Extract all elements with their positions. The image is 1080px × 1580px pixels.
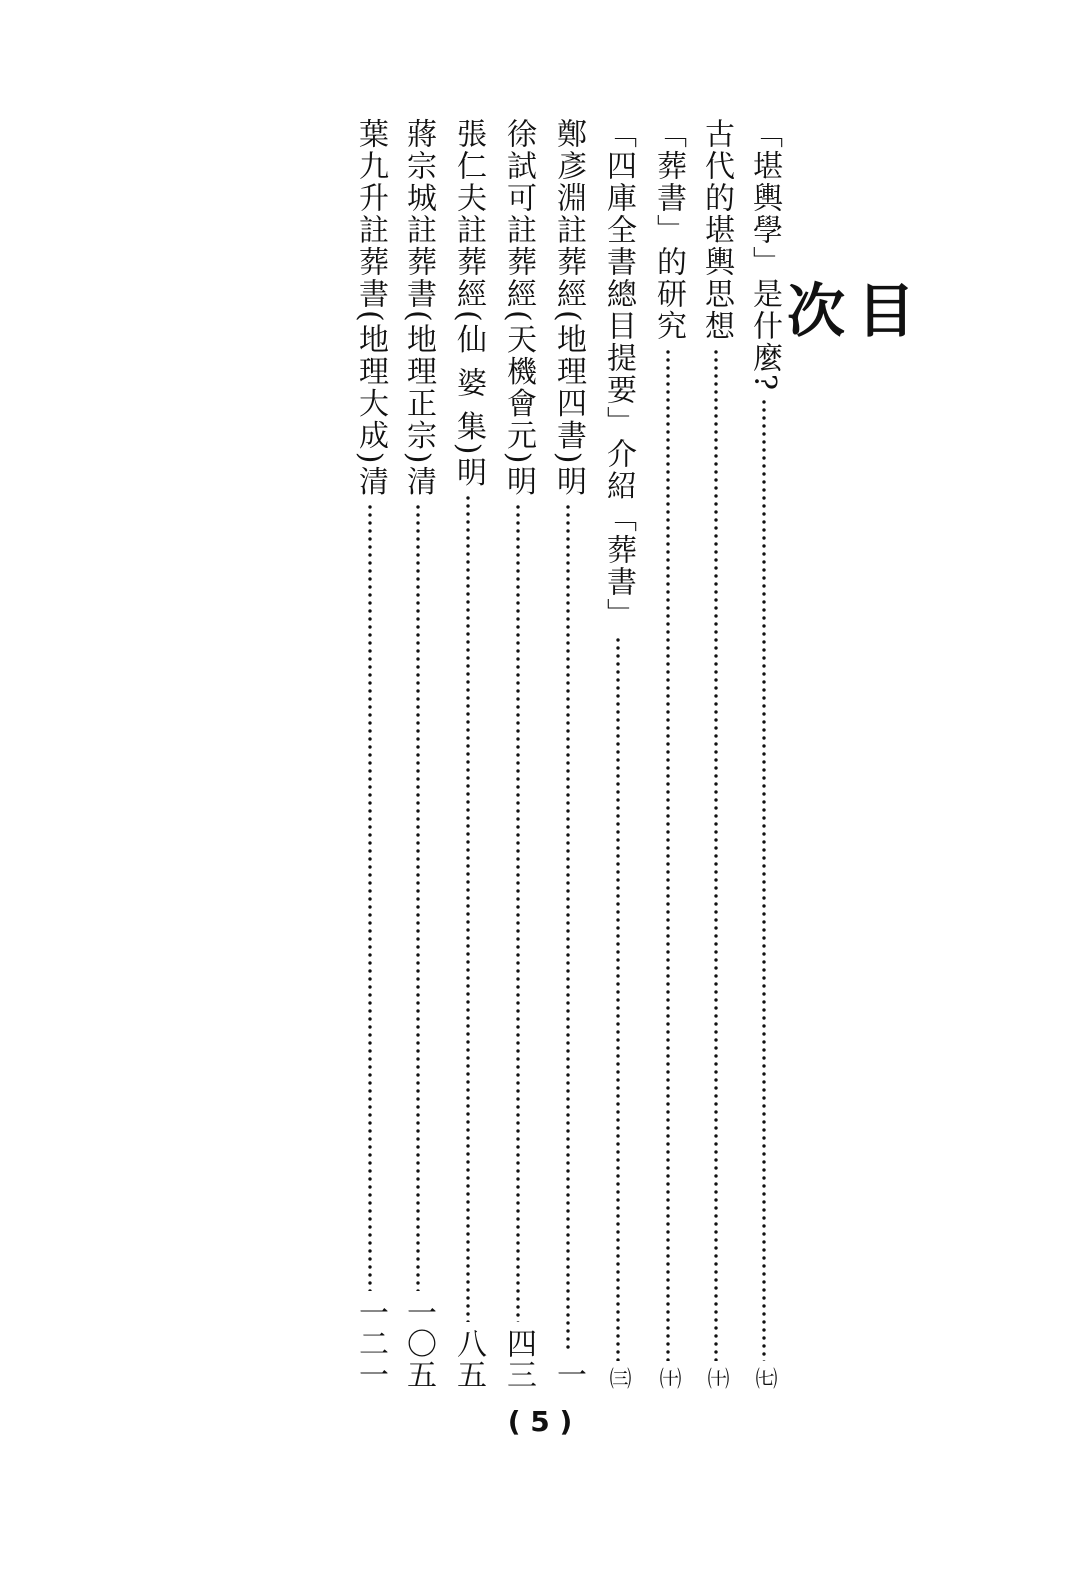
toc-entry-page: ㈩ [704,1367,729,1390]
dot-leader [666,348,670,1361]
dot-leader [616,636,620,1361]
page-number: ( 5 ) [507,1405,573,1438]
toc-entry-title: 古代的堪輿思想 [699,118,734,342]
toc-entry-page: 一 [551,1359,586,1390]
toc-entry [446,118,490,1390]
page-title: 目次 [777,280,915,438]
dot-leader [516,503,520,1322]
toc-entry [496,118,540,1390]
toc-entry-title: 「堪輿學」是什麼? [747,118,782,393]
toc-entry [348,118,392,1390]
toc-entry [546,118,590,1390]
dot-leader [762,398,766,1361]
toc-entry-page: ㈢ [606,1367,631,1390]
toc-entry-title: 張仁夫註葬經(仙 婆 集)明 [451,118,486,489]
toc-entry [646,118,690,1390]
toc-entry-page: ㈦ [752,1367,777,1390]
toc-entry-title: 鄭彥淵註葬經(地理四書)明 [551,118,586,498]
toc-entry [742,118,786,1390]
toc-entry [596,118,640,1390]
toc-entry-page: 一〇五 [401,1297,436,1390]
toc-entry-page: 一二一 [353,1297,388,1390]
dot-leader [566,503,570,1353]
toc-entry-page: 八五 [451,1328,486,1390]
toc-entry-title: 蔣宗城註葬書(地理正宗)清 [401,118,436,498]
toc-entry-title: 「四庫全書總目提要」介紹「葬書」 [601,118,636,630]
toc-entry [396,118,440,1390]
dot-leader [466,494,470,1322]
dot-leader [368,503,372,1291]
toc-entry-title: 葉九升註葬書(地理大成)清 [353,118,388,498]
toc-entry-title: 「葬書」的研究 [651,118,686,342]
dot-leader [416,503,420,1291]
dot-leader [714,348,718,1361]
toc-entry-title: 徐試可註葬經(天機會元)明 [501,118,536,498]
toc-entry-page: ㈩ [656,1367,681,1390]
toc-entry [694,118,738,1390]
toc-entry-page: 四三 [501,1328,536,1390]
